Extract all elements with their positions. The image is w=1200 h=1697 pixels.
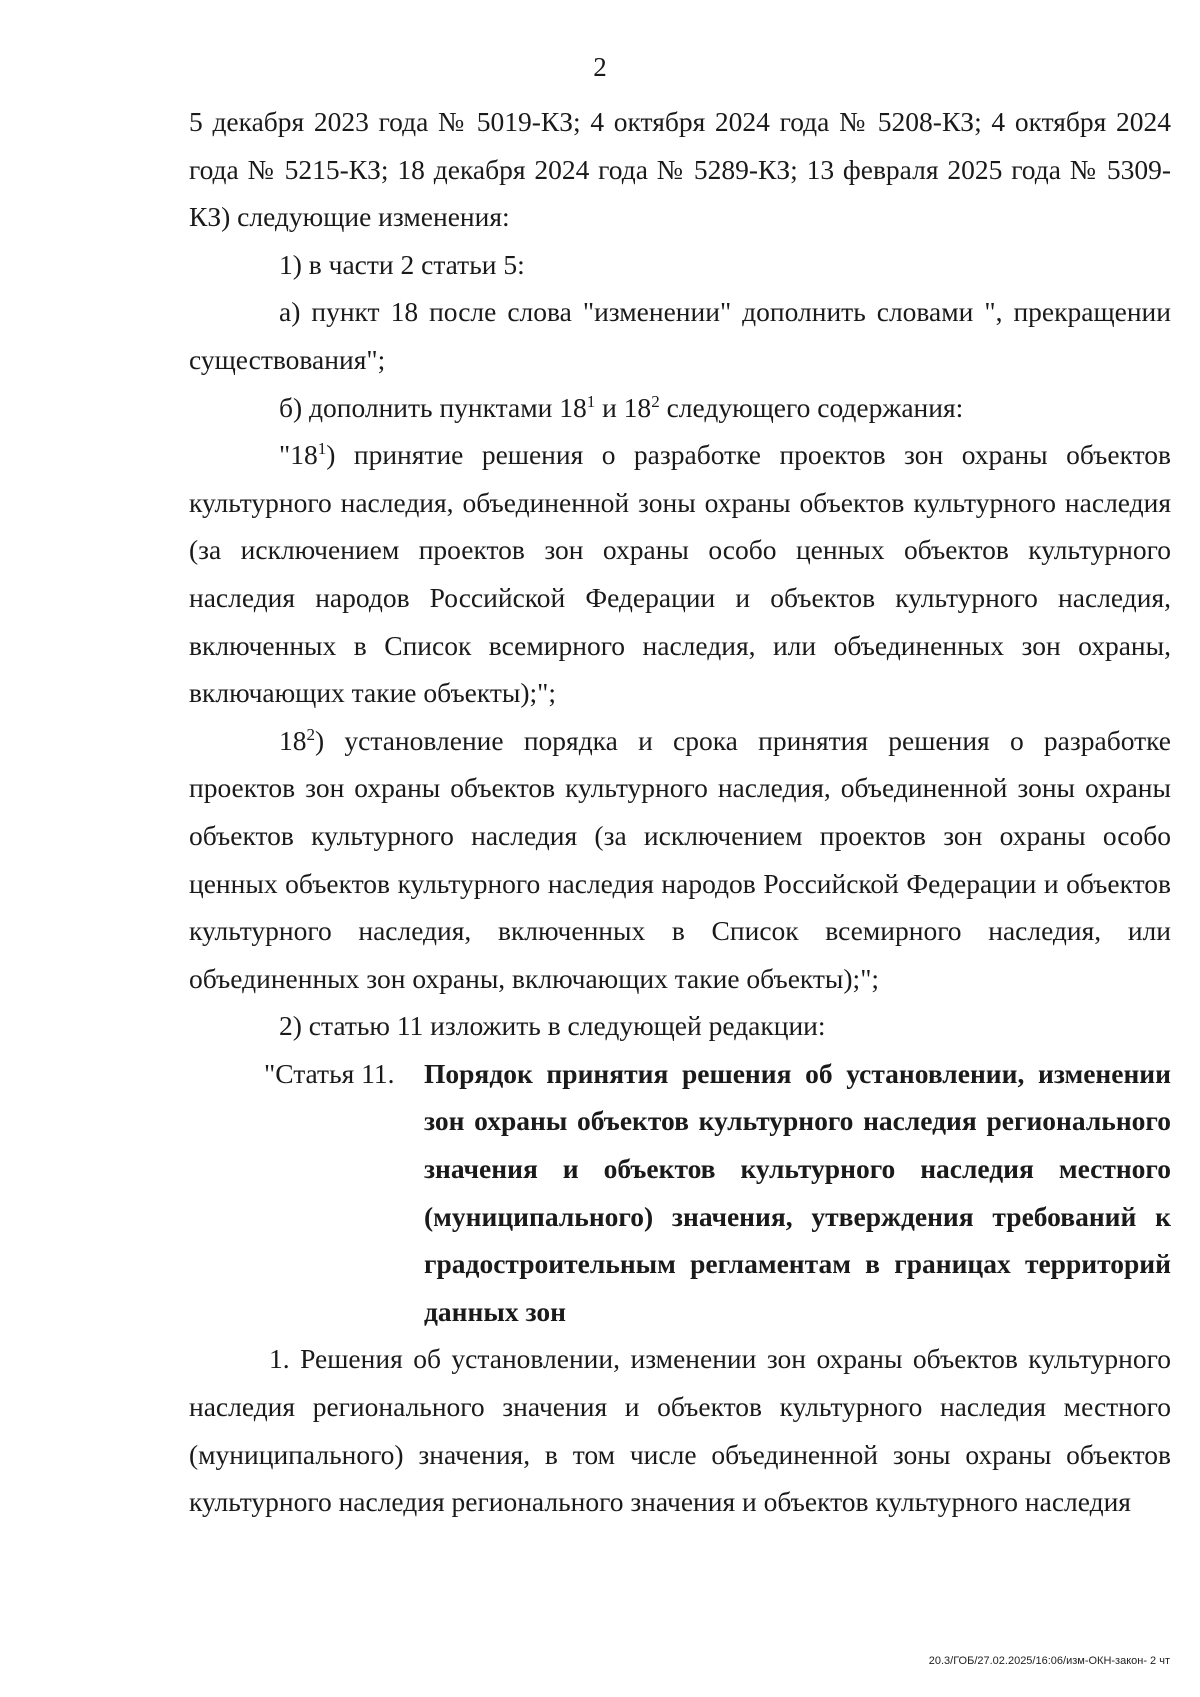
superscript: 2 — [306, 724, 316, 744]
article-title: Порядок принятия решения об установлении, изменении зон охраны объектов культурного наследия регионального значения и объектов культурного наследия местного (муниципального) значения, утверждения требований к градостроительным регламентам в границах территорий данных зон — [424, 1057, 1171, 1327]
article-number: "Статья 11. — [264, 1057, 395, 1089]
page-number: 2 — [593, 52, 607, 82]
superscript: 2 — [651, 391, 660, 411]
text-segment: ) принятие решения о разработке проектов зон охраны объектов культурного наследия, объединенной зоны охраны объектов культурного наследия (за исключением проектов зон охраны особо ценных объектов культурного наследия народов Российской Федерации и объектов культурного наследия, включенных в Список всемирного наследия, или объединенных зон охраны, включающих такие объекты);"; — [189, 439, 1171, 709]
text-segment: и 18 — [595, 391, 652, 423]
footer-document-code: 20.3/ГОБ/27.02.2025/16:06/изм-ОКН-закон- 2 чт — [928, 1655, 1170, 1667]
text-segment: "18 — [279, 439, 318, 471]
text-segment: ) установление порядка и срока принятия решения о разработке проектов зон охраны объектов культурного наследия, объединенной зоны охраны объектов культурного наследия (за исключением проектов зон охраны особо ценных объектов культурного наследия народов Российской Федерации и объектов культурного наследия, включенных в Список всемирного наследия, или объединенных зон охраны, включающих такие объекты);"; — [189, 724, 1171, 994]
paragraph-item-1: 1) в части 2 статьи 5: — [279, 248, 525, 280]
text-segment: б) дополнить пунктами 18 — [279, 391, 587, 423]
text-segment: 18 — [279, 724, 307, 756]
paragraph-item-1a: а) пункт 18 после слова "изменении" дополнить словами ", прекращении существования"; — [189, 296, 1171, 375]
superscript: 1 — [586, 391, 596, 411]
paragraph-intro: 5 декабря 2023 года № 5019-КЗ; 4 октября 2024 года № 5208-КЗ; 4 октября 2024 года № 5215-КЗ; 18 декабря 2024 года № 5289-КЗ; 13 февраля 2025 года № 5309-КЗ) следующие изменения: — [189, 106, 1171, 233]
paragraph-point-18-2 — [189, 717, 1171, 1003]
paragraph-article-part-1: 1. Решения об установлении, изменении зон охраны объектов культурного наследия регионального значения и объектов культурного наследия местного (муниципального) значения, в том числе объединенной зоны охраны объектов культурного наследия регионального значения и объектов культурного наследия — [189, 1343, 1171, 1518]
superscript: 1 — [317, 439, 327, 458]
document-body — [189, 98, 1171, 1526]
text-segment: следующего содержания: — [659, 391, 964, 423]
paragraph-item-1b — [189, 384, 1171, 432]
paragraph-item-2: 2) статью 11 изложить в следующей редакции: — [279, 1010, 826, 1042]
paragraph-point-18-1 — [189, 431, 1171, 717]
article-heading — [189, 1050, 1171, 1336]
